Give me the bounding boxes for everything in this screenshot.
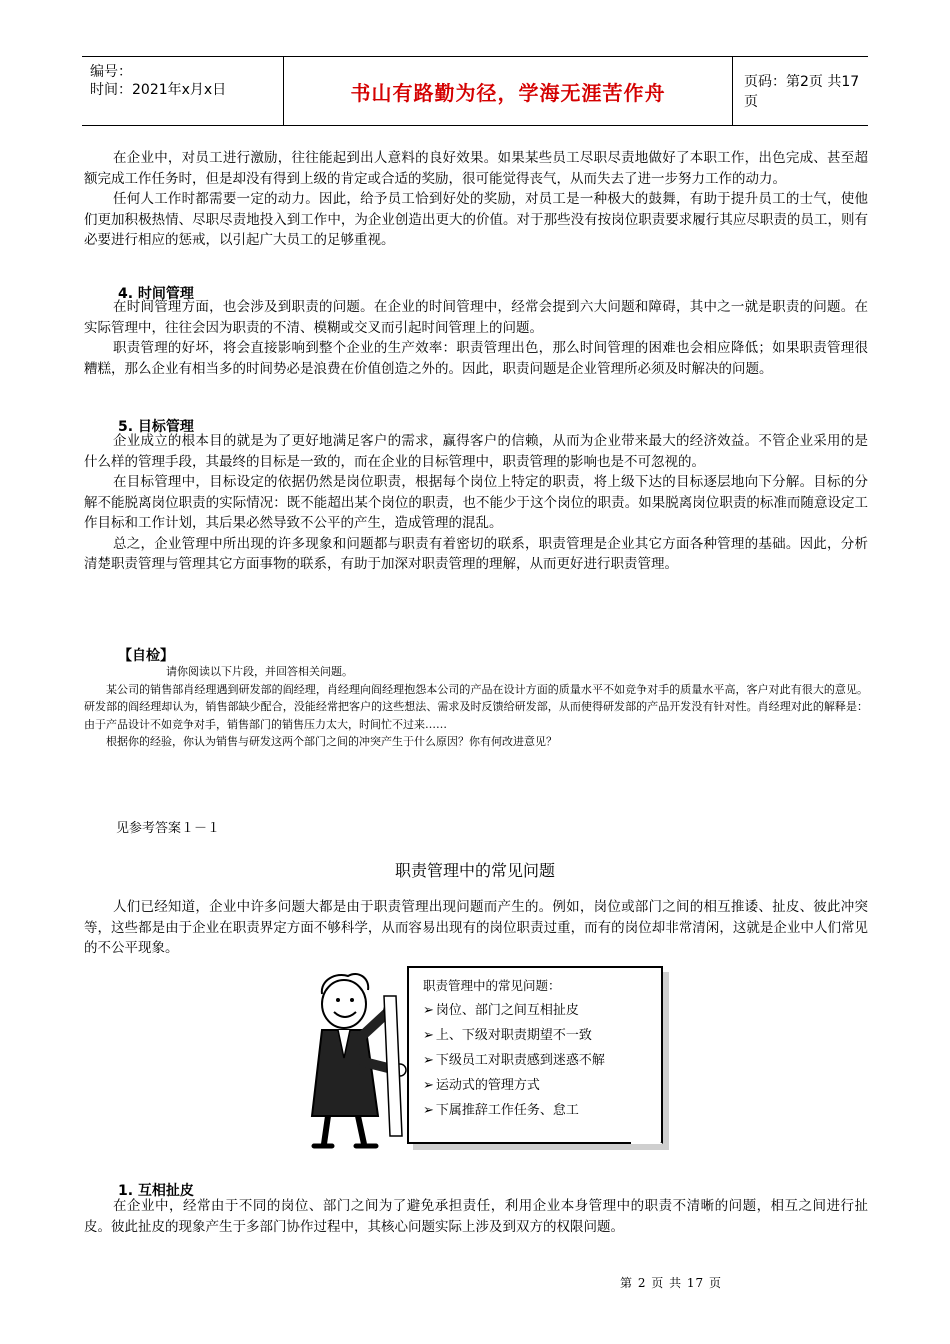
- arrow-icon: ➢: [423, 1003, 434, 1018]
- self-check-block: [84, 663, 868, 751]
- header-meta: [82, 57, 284, 125]
- paragraph: 职责管理的好坏，将会直接影响到整个企业的生产效率：职责管理出色，那么时间管理的困难也会相应降低；如果职责管理很糟糕，那么企业有相当多的时间势必是浪费在价值创造之外的。因此，职责问题是企业管理所必须及时解决的问题。: [84, 340, 868, 377]
- arrow-icon: ➢: [423, 1053, 434, 1068]
- header-motto: 书山有路勤为径，学海无涯苦作舟: [284, 57, 733, 125]
- incentive-section: [84, 148, 868, 251]
- paragraph: 在目标管理中，目标设定的依据仍然是岗位职责，根据每个岗位上特定的职责，将上级下达的目标逐层地向下分解。目标的分解不能脱离岗位职责的实际情况：既不能超出某个岗位的职责，也不能少于这个岗位的职责。如果脱离岗位职责的标准而随意设定工作目标和工作计划，其后果必然导致不公平的产生，造成管理的混乱。: [84, 474, 868, 531]
- header-table: [82, 56, 868, 126]
- board-title: 职责管理中的常见问题：: [423, 978, 561, 993]
- arrow-icon: ➢: [423, 1103, 434, 1118]
- problem-board: [407, 966, 663, 1144]
- section-heading-goal: 5. 目标管理: [118, 419, 194, 435]
- section-heading-time: 4. 时间管理: [118, 286, 194, 302]
- self-check-question: 根据你的经验，你认为销售与研发这两个部门之间的冲突产生于什么原因？你有何改进意见？: [106, 735, 557, 748]
- answer-reference: 见参考答案１－１: [116, 821, 221, 836]
- paragraph: 总之，企业管理中所出现的许多现象和问题都与职责有着密切的联系，职责管理是企业其它方面各种管理的基础。因此，分析清楚职责管理与管理其它方面事物的联系，有助于加深对职责管理的理解，从而更好进行职责管理。: [84, 535, 868, 572]
- mutual-blame-section: [84, 1196, 868, 1237]
- board-list: [423, 998, 605, 1123]
- list-item: ➢ 下属推辞工作任务、怠工: [423, 1103, 579, 1118]
- arrow-icon: ➢: [423, 1028, 434, 1043]
- time-label: 时间：2021年x月x日: [90, 82, 227, 98]
- paragraph: 任何人工作时都需要一定的动力。因此，给予员工恰到好处的奖励，对员工是一种极大的鼓舞，有助于提升员工的士气，使他们更加积极热情、尽职尽责地投入到工作中，为企业创造出更大的价值。对于那些没有按岗位职责要求履行其应尽职责的员工，则有必要进行相应的惩戒，以引起广大员工的足够重视。: [84, 191, 868, 248]
- self-check-case: 某公司的销售部肖经理遇到研发部的阎经理，肖经理向阎经理抱怨本公司的产品在设计方面的质量水平不如竞争对手的质量水平高，客户对此有很大的意见。研发部的阎经理却认为，销售部缺少配合，没能经常把客户的这些想法、需求及时反馈给研发部，从而使得研发部的产品开发没有针对性。肖经理对此的解释是：由于产品设计不如竞争对手，销售部门的销售压力太大，时间忙不过来……: [84, 682, 868, 731]
- time-section: [84, 297, 868, 379]
- illustration: [292, 966, 672, 1152]
- paragraph: 在时间管理方面，也会涉及到职责的问题。在企业的时间管理中，经常会提到六大问题和障碍，其中之一就是职责的问题。在实际管理中，往往会因为职责的不清、模糊或交叉而引起时间管理上的问题。: [84, 299, 868, 336]
- presenter-figure-icon: [292, 966, 422, 1152]
- list-item: ➢ 下级员工对职责感到迷惑不解: [423, 1053, 605, 1068]
- list-item: ➢ 运动式的管理方式: [423, 1078, 540, 1093]
- page-curl-icon: [631, 1122, 663, 1144]
- paragraph: 人们已经知道，企业中许多问题大都是由于职责管理出现问题而产生的。例如，岗位或部门之间的相互推诿、扯皮、彼此冲突等，这些都是由于企业在职责界定方面不够科学，从而容易出现有的岗位职责过重，而有的岗位却非常清闲，这就是企业中人们常见的不公平现象。: [84, 899, 868, 956]
- number-label: 编号：: [90, 64, 132, 80]
- header-page-info: 页码：第2页 共17页: [744, 74, 860, 110]
- paragraph: 在企业中，对员工进行激励，往往能起到出人意料的良好效果。如果某些员工尽职尽责地做好了本职工作，出色完成、甚至超额完成工作任务时，但是却没有得到上级的肯定或合适的奖励，很可能觉得丧气，从而失去了进一步努力工作的动力。: [84, 150, 868, 187]
- paragraph: 在企业中，经常由于不同的岗位、部门之间为了避免承担责任，利用企业本身管理中的职责不清晰的问题，相互之间进行扯皮。彼此扯皮的现象产生于多部门协作过程中，其核心问题实际上涉及到双方的权限问题。: [84, 1198, 868, 1235]
- section-title-common-problems: 职责管理中的常见问题: [394, 861, 555, 880]
- self-check-heading: 【自检】: [118, 648, 174, 664]
- self-check-instruction: 请你阅读以下片段，并回答相关问题。: [166, 665, 353, 678]
- common-problems-intro-block: [84, 897, 868, 959]
- arrow-icon: ➢: [423, 1078, 434, 1093]
- list-item: ➢ 上、下级对职责期望不一致: [423, 1028, 592, 1043]
- paragraph: 企业成立的根本目的就是为了更好地满足客户的需求，赢得客户的信赖，从而为企业带来最大的经济效益。不管企业采用的是什么样的管理手段，其最终的目标是一致的，而在企业的目标管理中，职责管理的影响也是不可忽视的。: [84, 433, 868, 470]
- list-item: ➢ 岗位、部门之间互相扯皮: [423, 1003, 579, 1018]
- page-footer: 第 2 页 共 17 页: [620, 1276, 722, 1290]
- section-heading-mutual-blame: 1. 互相扯皮: [118, 1183, 194, 1199]
- goal-section: [84, 431, 868, 575]
